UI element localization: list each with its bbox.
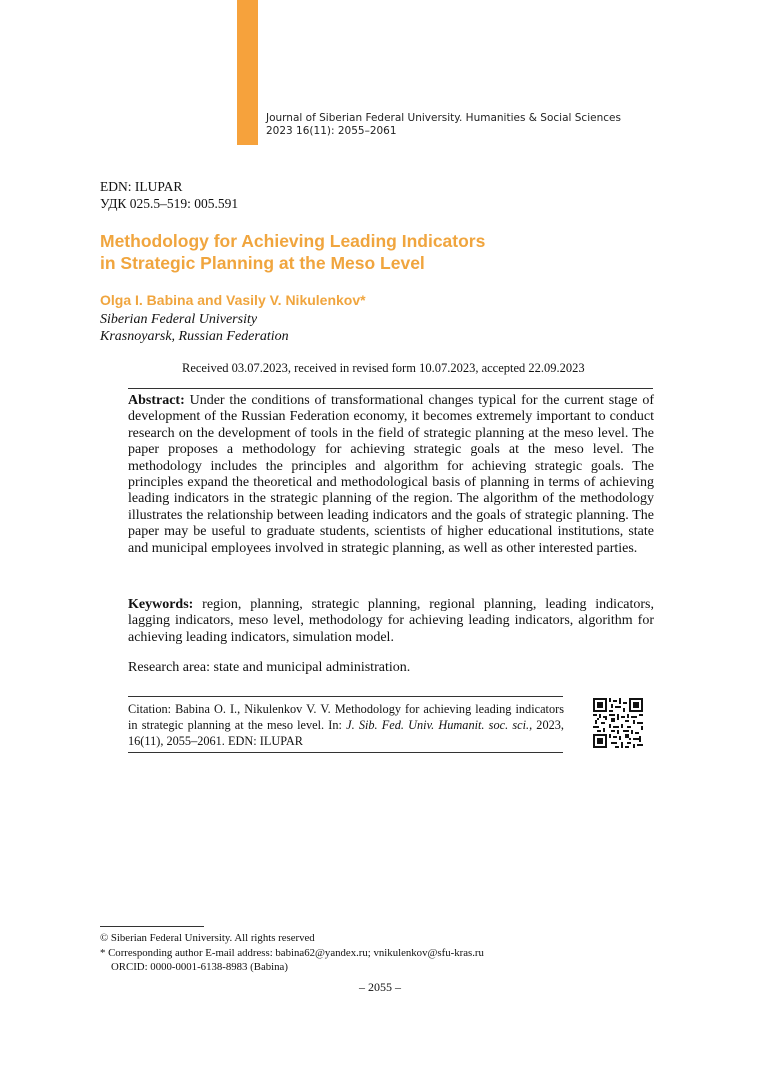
footnote-divider (100, 926, 204, 927)
journal-volume: 2023 16(11): 2055–2061 (266, 125, 397, 137)
citation-journal: J. Sib. Fed. Univ. Humanit. soc. sci. (346, 718, 530, 733)
title-line-2: in Strategic Planning at the Meso Level (100, 253, 425, 273)
citation (128, 701, 564, 750)
affiliation (100, 311, 289, 345)
abstract-label: Abstract: (128, 393, 185, 408)
orcid-note: ORCID: 0000-0001-6138-8983 (Babina) (111, 961, 288, 973)
keywords-text: region, planning, strategic planning, regional planning, leading indicators, lagging indicators, meso level, methodology for achieving leading indicators, algorithm for achieving leading indicators, simulation model. (128, 597, 654, 645)
research-area: Research area: state and municipal administration. (128, 660, 411, 675)
udk-code: УДК 025.5–519: 005.591 (100, 196, 239, 211)
author-list: Olga I. Babina and Vasily V. Nikulenkov* (100, 292, 366, 308)
keywords (128, 597, 654, 646)
header-accent-bar (237, 0, 258, 145)
footnotes (100, 931, 484, 975)
abstract (128, 393, 654, 557)
copyright-note: © Siberian Federal University. All rights reserved (100, 932, 315, 944)
article-identifiers (100, 178, 238, 212)
keywords-label: Keywords: (128, 597, 194, 612)
qr-code-icon[interactable] (593, 698, 643, 748)
corresponding-author-note: * Corresponding author E-mail address: babina62@yandex.ru; vnikulenkov@sfu-kras.ru (100, 946, 484, 959)
affiliation-org: Siberian Federal University (100, 312, 258, 327)
journal-header (266, 112, 621, 138)
journal-name: Journal of Siberian Federal University. Humanities & Social Sciences (266, 112, 621, 124)
affiliation-city: Krasnoyarsk, Russian Federation (100, 329, 289, 344)
received-dates: Received 03.07.2023, received in revised form 10.07.2023, accepted 22.09.2023 (182, 361, 585, 375)
citation-text-1: Citation: Babina O. I., Nikulenkov V. V. Methodology for achieving leading indicators in strategic planning at the meso level. In: (128, 702, 564, 733)
citation-text-2: , 2023, 16(11), 2055–2061. EDN: ILUPAR (128, 718, 564, 749)
article-title (100, 230, 660, 274)
title-line-1: Methodology for Achieving Leading Indicators (100, 231, 486, 251)
abstract-divider (128, 388, 653, 389)
citation-divider-bottom (128, 752, 563, 753)
citation-divider-top (128, 696, 563, 697)
page-number: – 2055 – (359, 980, 401, 994)
edn-code: EDN: ILUPAR (100, 179, 183, 194)
abstract-text: Under the conditions of transformational changes typical for the current stage of development of the Russian Federation economy, it becomes extremely important to conduct research on the development of tools in the field of strategic planning at the meso level. The paper proposes a methodology for achieving strategic goals at the meso level. The methodology includes the principles and algorithm for achieving strategic goals. The principles expand the theoretical and methodological basis of planning in terms of achieving leading indicators in the strategic planning of the region. The algorithm of the methodology illustrates the relationship between leading indicators and the goals of strategic planning. The paper may be useful to graduate students, scientists of higher educational institutions, state and municipal employees involved in strategic planning, as well as other interested parties. (128, 393, 654, 556)
